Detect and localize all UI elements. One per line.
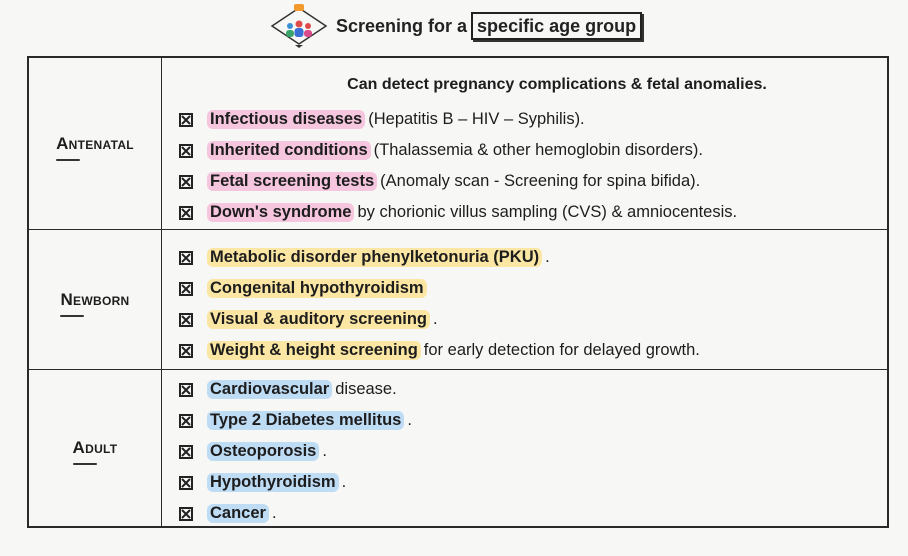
bullet-icon [179,476,193,490]
list-item: Fetal screening tests (Anomaly scan - Screening for spina bifida). [179,166,887,197]
list-item: Congenital hypothyroidism [179,273,887,304]
list-item: Hypothyroidism . [179,467,887,498]
bullet-icon [179,206,193,220]
page-header [268,4,642,48]
list-item: Osteoporosis . [179,436,887,467]
list-item: Type 2 Diabetes mellitus . [179,405,887,436]
bullet-icon [179,113,193,127]
bullet-icon [179,383,193,397]
row-newborn [29,230,887,370]
title-boxed: specific age group [471,12,642,40]
list-item: Inherited conditions (Thalassemia & other hemoglobin disorders). [179,135,887,166]
bullet-icon [179,251,193,265]
screening-table [27,56,889,528]
row-antenatal [29,58,887,230]
bullet-icon [179,344,193,358]
bullet-icon [179,144,193,158]
row-label: Adult [29,370,162,526]
list-item: Visual & auditory screening . [179,304,887,335]
list-item: Down's syndrome by chorionic villus sampling (CVS) & amniocentesis. [179,197,887,228]
title-prefix: Screening for a [336,15,468,36]
list-item: Cardiovascular disease. [179,374,887,405]
bullet-icon [179,445,193,459]
row-label: Antenatal [29,58,162,229]
list-item: Cancer . [179,498,887,529]
row-label: Newborn [29,230,162,369]
bullet-icon [179,313,193,327]
list-item: Infectious diseases (Hepatitis B – HIV – Syphilis). [179,104,887,135]
row-note: Can detect pregnancy complications & fetal anomalies. [347,76,767,93]
bullet-icon [179,507,193,521]
list-item: Metabolic disorder phenylketonuria (PKU) . [179,242,887,273]
bullet-icon [179,175,193,189]
page-title [336,12,642,40]
bullet-icon [179,414,193,428]
list-item: Weight & height screening for early detection for delayed growth. [179,335,887,366]
row-adult [29,370,887,526]
people-icon [268,4,330,48]
bullet-icon [179,282,193,296]
